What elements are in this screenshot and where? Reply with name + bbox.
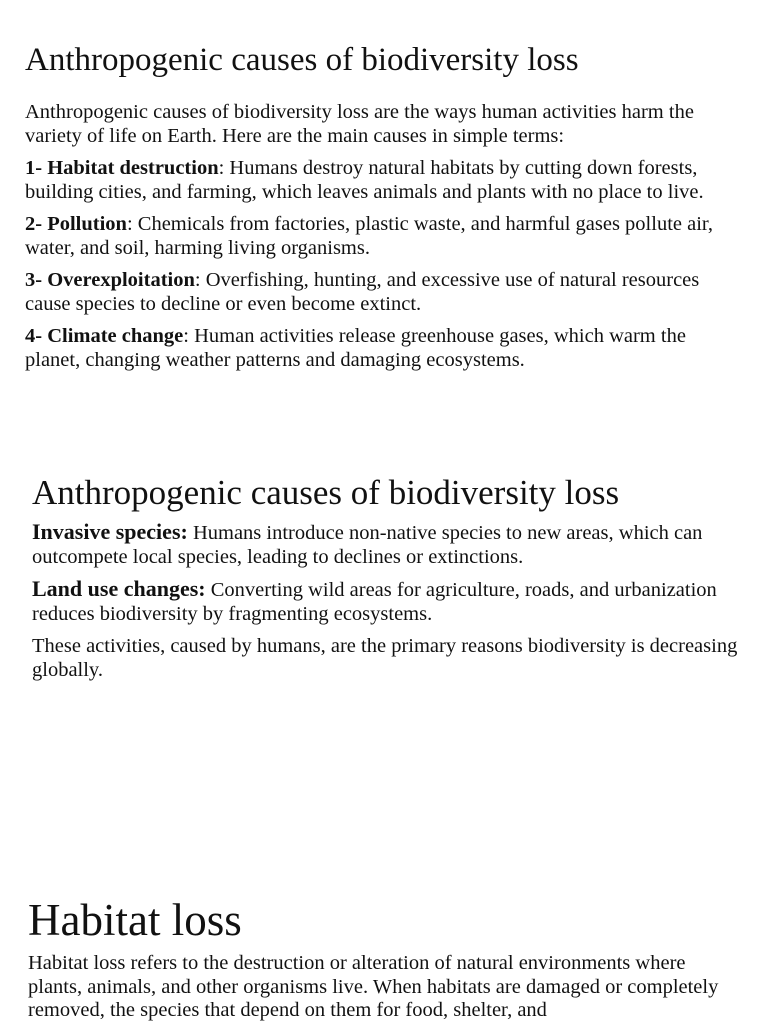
cause-description: : Humans destroy natural habitats by cutting down forests, building cities, and farming, which leaves animals and plants with no place to live. (25, 157, 704, 203)
cause-item (25, 212, 745, 260)
cause-description: : Human activities release greenhouse gases, which warm the planet, changing weather patterns and damaging ecosystems. (25, 325, 686, 371)
intro-paragraph: Anthropogenic causes of biodiversity loss are the ways human activities harm the variety of life on Earth. Here are the main causes in simple terms: (25, 101, 694, 147)
slide-title: Anthropogenic causes of biodiversity loss (25, 42, 579, 78)
body-paragraph: Habitat loss refers to the destruction or alteration of natural environments where plants, animals, and other organisms live. When habitats are damaged or completely removed, the species that depend on them for food, shelter, and (28, 952, 719, 1021)
cause-item (32, 577, 747, 626)
cause-description: Converting wild areas for agriculture, roads, and urbanization reduces biodiversity by fragmenting ecosystems. (32, 579, 717, 625)
cause-item (32, 520, 747, 569)
slide-anthropogenic-causes-2 (0, 430, 768, 730)
cause-term: 4- Climate change (25, 325, 184, 347)
slide-habitat-loss (0, 880, 768, 1024)
cause-description: : Overfishing, hunting, and excessive use of natural resources cause species to decline or even become extinct. (25, 269, 700, 315)
cause-description: Humans introduce non-native species to new areas, which can outcompete local species, leading to declines or extinctions. (32, 522, 703, 568)
cause-term: Invasive species: (32, 519, 188, 544)
slide-anthropogenic-causes-1 (0, 0, 768, 420)
slide-title: Habitat loss (28, 895, 242, 945)
cause-term: Land use changes: (32, 576, 206, 601)
conclusion-paragraph: These activities, caused by humans, are the primary reasons biodiversity is decreasing globally. (32, 635, 738, 681)
slide-title: Anthropogenic causes of biodiversity loss (32, 473, 620, 512)
slide-body (32, 520, 747, 690)
cause-description: : Chemicals from factories, plastic waste, and harmful gases pollute air, water, and soil, harming living organisms. (25, 213, 714, 259)
cause-item (25, 156, 745, 204)
cause-item (25, 268, 745, 316)
cause-term: 1- Habitat destruction (25, 157, 219, 179)
slide-body (28, 952, 743, 1023)
cause-term: 2- Pollution (25, 213, 127, 235)
slide-body (25, 100, 745, 380)
cause-item (25, 324, 745, 372)
cause-term: 3- Overexploitation (25, 269, 195, 291)
